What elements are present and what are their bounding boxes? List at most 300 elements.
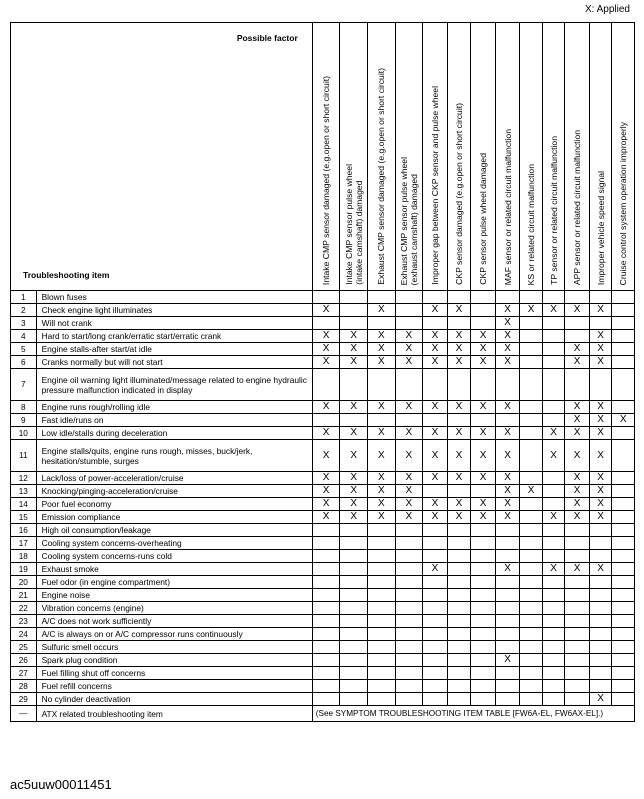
applied-mark-cell — [589, 576, 612, 589]
row-number: 12 — [11, 472, 37, 485]
table-row — [11, 498, 635, 511]
table-row — [11, 693, 635, 706]
applied-mark-cell: X — [423, 472, 448, 485]
row-number: 27 — [11, 667, 37, 680]
applied-mark-cell — [471, 589, 496, 602]
applied-mark-cell — [565, 628, 590, 641]
troubleshooting-item: Cranks normally but will not start — [36, 356, 312, 369]
applied-mark-cell — [367, 628, 395, 641]
applied-mark-cell — [423, 667, 448, 680]
applied-mark-cell — [340, 654, 368, 667]
table-row — [11, 589, 635, 602]
applied-mark-cell — [520, 356, 543, 369]
applied-mark-cell — [340, 628, 368, 641]
factor-header — [520, 23, 543, 291]
factor-label: Exhaust CMP sensor pulse wheel (exhaust camshaft) damaged — [398, 156, 419, 285]
applied-mark-cell — [612, 524, 635, 537]
applied-mark-cell: X — [395, 343, 423, 356]
table-row — [11, 485, 635, 498]
applied-mark-cell — [340, 667, 368, 680]
applied-mark-cell: X — [565, 414, 590, 427]
applied-mark-cell — [612, 654, 635, 667]
table-row — [11, 550, 635, 563]
applied-mark-cell: X — [542, 563, 565, 576]
applied-mark-cell — [612, 330, 635, 343]
applied-mark-cell: X — [395, 472, 423, 485]
applied-mark-cell — [589, 680, 612, 693]
troubleshooting-item: Fuel refill concerns — [36, 680, 312, 693]
applied-mark-cell — [312, 654, 340, 667]
applied-mark-cell — [367, 550, 395, 563]
applied-mark-cell — [367, 615, 395, 628]
applied-mark-cell — [423, 680, 448, 693]
applied-mark-cell: X — [447, 356, 471, 369]
applied-mark-cell — [340, 414, 368, 427]
applied-mark-cell — [395, 667, 423, 680]
applied-mark-cell — [565, 524, 590, 537]
row-number: 29 — [11, 693, 37, 706]
applied-mark-cell — [520, 563, 543, 576]
applied-mark-cell: X — [395, 498, 423, 511]
table-row — [11, 641, 635, 654]
applied-mark-cell — [520, 537, 543, 550]
applied-mark-cell: X — [542, 427, 565, 440]
applied-mark-cell: X — [520, 485, 543, 498]
applied-mark-cell: X — [589, 440, 612, 472]
applied-mark-cell — [423, 602, 448, 615]
applied-mark-cell — [447, 654, 471, 667]
applied-mark-cell: X — [447, 440, 471, 472]
row-number: 17 — [11, 537, 37, 550]
applied-mark-cell — [447, 641, 471, 654]
applied-mark-cell — [542, 641, 565, 654]
applied-mark-cell — [612, 485, 635, 498]
applied-mark-cell — [367, 524, 395, 537]
applied-mark-cell: X — [495, 343, 520, 356]
applied-mark-cell: X — [423, 427, 448, 440]
applied-mark-cell — [542, 537, 565, 550]
applied-mark-cell: X — [495, 317, 520, 330]
row-number: 16 — [11, 524, 37, 537]
applied-mark-cell — [471, 291, 496, 304]
applied-mark-cell — [495, 589, 520, 602]
applied-mark-cell — [395, 369, 423, 401]
applied-mark-cell: X — [367, 511, 395, 524]
troubleshooting-item: Engine stalls/quits, engine runs rough, misses, buck/jerk, hesitation/stumble, surges — [36, 440, 312, 472]
applied-mark-cell — [612, 343, 635, 356]
row-number: 7 — [11, 369, 37, 401]
header-corner — [11, 23, 313, 291]
factor-label: APP sensor or related circuit malfunction — [572, 129, 583, 285]
applied-mark-cell: X — [312, 401, 340, 414]
table-row — [11, 667, 635, 680]
factor-header — [340, 23, 368, 291]
row-number: 8 — [11, 401, 37, 414]
applied-mark-cell: X — [395, 427, 423, 440]
applied-mark-cell — [367, 291, 395, 304]
applied-mark-cell — [612, 511, 635, 524]
applied-mark-cell — [312, 563, 340, 576]
troubleshooting-item: Engine oil warning light illuminated/message related to engine hydraulic pressure malfunction indicated in display — [36, 369, 312, 401]
applied-mark-cell: X — [495, 401, 520, 414]
applied-mark-cell — [612, 602, 635, 615]
applied-mark-cell — [367, 317, 395, 330]
applied-mark-cell — [542, 343, 565, 356]
applied-mark-cell — [447, 537, 471, 550]
applied-mark-cell — [542, 414, 565, 427]
applied-mark-cell — [495, 602, 520, 615]
applied-mark-cell: X — [495, 427, 520, 440]
applied-mark-cell: X — [495, 498, 520, 511]
applied-mark-cell: X — [367, 304, 395, 317]
factor-header — [495, 23, 520, 291]
applied-mark-cell: X — [423, 343, 448, 356]
applied-mark-cell: X — [495, 472, 520, 485]
troubleshooting-item: Engine stalls-after start/at idle — [36, 343, 312, 356]
factor-label: CKP sensor damaged (e.g.open or short circuit) — [453, 103, 464, 285]
table-row — [11, 401, 635, 414]
applied-mark-cell: X — [495, 511, 520, 524]
applied-mark-cell: X — [542, 304, 565, 317]
applied-mark-cell: X — [542, 440, 565, 472]
row-number: 10 — [11, 427, 37, 440]
applied-mark-cell — [395, 628, 423, 641]
applied-mark-cell — [520, 576, 543, 589]
table-row — [11, 524, 635, 537]
applied-mark-cell — [395, 654, 423, 667]
row-number: 19 — [11, 563, 37, 576]
troubleshooting-item: Sulfuric smell occurs — [36, 641, 312, 654]
applied-mark-cell — [542, 524, 565, 537]
factor-header — [423, 23, 448, 291]
applied-mark-cell — [395, 602, 423, 615]
applied-mark-cell: X — [589, 330, 612, 343]
applied-mark-cell — [447, 524, 471, 537]
troubleshooting-item: Emission compliance — [36, 511, 312, 524]
applied-mark-cell — [471, 654, 496, 667]
applied-mark-cell — [340, 317, 368, 330]
applied-mark-cell: X — [589, 356, 612, 369]
applied-mark-cell: X — [312, 427, 340, 440]
applied-mark-cell: X — [367, 498, 395, 511]
row-number: 11 — [11, 440, 37, 472]
applied-mark-cell — [471, 576, 496, 589]
factor-label: Intake CMP sensor pulse wheel (intake camshaft) damaged — [343, 164, 364, 285]
troubleshooting-item: Vibration concerns (engine) — [36, 602, 312, 615]
applied-mark-cell — [471, 414, 496, 427]
applied-mark-cell — [520, 317, 543, 330]
applied-mark-cell — [340, 680, 368, 693]
applied-mark-cell — [565, 693, 590, 706]
applied-mark-cell — [520, 472, 543, 485]
applied-mark-cell: X — [367, 427, 395, 440]
row-number: 21 — [11, 589, 37, 602]
applied-mark-cell: X — [340, 427, 368, 440]
applied-mark-cell — [312, 615, 340, 628]
applied-mark-cell: X — [447, 472, 471, 485]
factor-label: KS or related circuit malfunction — [526, 163, 537, 285]
applied-mark-cell: X — [589, 693, 612, 706]
table-row — [11, 654, 635, 667]
applied-mark-cell: X — [589, 414, 612, 427]
applied-mark-cell: X — [565, 304, 590, 317]
applied-mark-cell — [447, 414, 471, 427]
troubleshooting-item: Fast idle/runs on — [36, 414, 312, 427]
applied-mark-cell — [367, 654, 395, 667]
applied-mark-cell — [395, 576, 423, 589]
applied-mark-cell: X — [447, 343, 471, 356]
applied-mark-cell — [612, 498, 635, 511]
applied-mark-cell — [447, 369, 471, 401]
applied-mark-cell — [520, 369, 543, 401]
troubleshooting-item: Will not crank — [36, 317, 312, 330]
applied-mark-cell — [565, 641, 590, 654]
applied-mark-cell — [447, 615, 471, 628]
applied-mark-cell — [423, 524, 448, 537]
applied-mark-cell — [612, 317, 635, 330]
applied-mark-cell: X — [340, 472, 368, 485]
applied-mark-cell — [520, 524, 543, 537]
applied-mark-cell — [542, 330, 565, 343]
applied-mark-cell — [612, 667, 635, 680]
applied-mark-cell — [520, 615, 543, 628]
applied-mark-cell: X — [312, 472, 340, 485]
applied-mark-cell — [471, 317, 496, 330]
applied-mark-cell: X — [495, 563, 520, 576]
factor-header — [312, 23, 340, 291]
applied-mark-cell: X — [589, 498, 612, 511]
applied-mark-cell — [423, 641, 448, 654]
applied-mark-cell: X — [589, 472, 612, 485]
applied-mark-cell — [520, 401, 543, 414]
factor-label: MAF sensor or related circuit malfunction — [502, 128, 513, 285]
applied-mark-cell — [395, 524, 423, 537]
applied-mark-cell — [367, 602, 395, 615]
applied-mark-cell — [542, 401, 565, 414]
applied-mark-cell — [367, 693, 395, 706]
applied-mark-cell — [423, 693, 448, 706]
applied-mark-cell: X — [395, 356, 423, 369]
applied-mark-cell — [495, 369, 520, 401]
applied-mark-cell — [395, 589, 423, 602]
table-row — [11, 427, 635, 440]
applied-mark-cell: X — [340, 330, 368, 343]
applied-mark-cell — [447, 628, 471, 641]
applied-mark-cell: X — [565, 427, 590, 440]
table-row — [11, 615, 635, 628]
applied-mark-cell — [471, 602, 496, 615]
applied-mark-cell — [542, 369, 565, 401]
applied-mark-cell: X — [447, 304, 471, 317]
applied-mark-cell — [447, 602, 471, 615]
applied-mark-cell — [542, 680, 565, 693]
applied-mark-cell — [312, 693, 340, 706]
applied-mark-cell — [312, 641, 340, 654]
applied-mark-cell — [471, 550, 496, 563]
applied-mark-cell: X — [395, 485, 423, 498]
applied-mark-cell — [542, 628, 565, 641]
applied-mark-cell — [340, 369, 368, 401]
applied-mark-cell: X — [495, 485, 520, 498]
troubleshooting-item: Spark plug condition — [36, 654, 312, 667]
applied-mark-cell — [423, 654, 448, 667]
applied-mark-cell: X — [565, 343, 590, 356]
applied-mark-cell — [520, 511, 543, 524]
atx-reference-note: (See SYMPTOM TROUBLESHOOTING ITEM TABLE [FW6A-EL, FW6AX-EL].) — [312, 706, 634, 722]
troubleshooting-item: High oil consumption/leakage — [36, 524, 312, 537]
applied-mark-cell — [471, 628, 496, 641]
applied-mark-cell: X — [471, 356, 496, 369]
applied-mark-cell: X — [612, 414, 635, 427]
factor-label: Improper vehicle speed signal — [595, 170, 606, 285]
applied-mark-cell: X — [471, 401, 496, 414]
applied-mark-cell: X — [395, 440, 423, 472]
applied-mark-cell — [565, 369, 590, 401]
troubleshooting-item: Knocking/pinging-acceleration/cruise — [36, 485, 312, 498]
figure-id: ac5uuw00011451 — [10, 777, 112, 792]
applied-mark-cell — [589, 654, 612, 667]
troubleshooting-item: Engine noise — [36, 589, 312, 602]
applied-mark-cell — [471, 667, 496, 680]
applied-mark-cell: X — [589, 563, 612, 576]
applied-mark-cell — [612, 356, 635, 369]
applied-mark-cell — [612, 427, 635, 440]
applied-mark-cell: X — [495, 440, 520, 472]
applied-mark-cell — [471, 537, 496, 550]
factor-label: CKP sensor pulse wheel damaged — [478, 153, 489, 285]
applied-mark-cell — [471, 693, 496, 706]
applied-mark-cell — [495, 291, 520, 304]
applied-mark-cell: X — [447, 401, 471, 414]
applied-mark-cell — [312, 414, 340, 427]
applied-mark-cell — [495, 667, 520, 680]
applied-mark-cell — [367, 641, 395, 654]
table-row — [11, 576, 635, 589]
factor-label: Improper gap between CKP sensor and pulse wheel — [429, 86, 440, 285]
applied-mark-cell: X — [447, 427, 471, 440]
applied-mark-cell — [340, 291, 368, 304]
applied-mark-cell — [395, 537, 423, 550]
applied-mark-cell — [312, 680, 340, 693]
row-number: 6 — [11, 356, 37, 369]
applied-mark-cell: X — [423, 440, 448, 472]
applied-mark-cell: X — [367, 440, 395, 472]
applied-mark-cell — [520, 680, 543, 693]
troubleshooting-item: Low idle/stalls during deceleration — [36, 427, 312, 440]
applied-mark-cell: X — [589, 304, 612, 317]
applied-mark-cell — [495, 641, 520, 654]
troubleshooting-item: Fuel filling shut off concerns — [36, 667, 312, 680]
applied-mark-cell — [423, 628, 448, 641]
table-row — [11, 414, 635, 427]
applied-mark-cell — [471, 485, 496, 498]
applied-mark-cell — [565, 291, 590, 304]
applied-mark-cell — [565, 330, 590, 343]
applied-mark-cell — [612, 641, 635, 654]
row-number: 25 — [11, 641, 37, 654]
row-number: — — [11, 706, 37, 722]
applied-mark-cell: X — [312, 440, 340, 472]
applied-mark-cell — [423, 485, 448, 498]
applied-mark-cell: X — [565, 511, 590, 524]
row-number: 14 — [11, 498, 37, 511]
applied-mark-cell — [612, 589, 635, 602]
applied-mark-cell — [520, 654, 543, 667]
applied-mark-cell — [542, 693, 565, 706]
applied-mark-cell — [542, 576, 565, 589]
applied-mark-cell — [589, 369, 612, 401]
applied-mark-cell — [340, 576, 368, 589]
applied-mark-cell — [520, 667, 543, 680]
applied-mark-cell — [612, 472, 635, 485]
table-row — [11, 628, 635, 641]
applied-mark-cell — [495, 628, 520, 641]
applied-mark-cell — [589, 550, 612, 563]
applied-mark-cell: X — [471, 427, 496, 440]
applied-mark-cell — [423, 317, 448, 330]
applied-mark-cell — [471, 680, 496, 693]
applied-mark-cell — [312, 576, 340, 589]
row-number: 23 — [11, 615, 37, 628]
table-row — [11, 563, 635, 576]
applied-mark-cell: X — [495, 356, 520, 369]
applied-mark-cell — [367, 414, 395, 427]
applied-mark-cell — [542, 291, 565, 304]
applied-mark-cell — [312, 667, 340, 680]
applied-mark-cell — [395, 304, 423, 317]
applied-mark-cell — [340, 641, 368, 654]
troubleshooting-item: Poor fuel economy — [36, 498, 312, 511]
applied-mark-cell — [367, 576, 395, 589]
table-row — [11, 369, 635, 401]
applied-mark-cell — [395, 563, 423, 576]
applied-mark-cell — [471, 563, 496, 576]
applied-mark-cell — [312, 524, 340, 537]
applied-mark-cell — [542, 472, 565, 485]
applied-mark-cell — [612, 680, 635, 693]
applied-mark-cell: X — [589, 343, 612, 356]
applied-mark-cell: X — [589, 427, 612, 440]
table-row — [11, 602, 635, 615]
applied-mark-cell — [495, 576, 520, 589]
atx-row — [11, 706, 635, 722]
applied-mark-cell: X — [423, 401, 448, 414]
applied-mark-cell: X — [471, 511, 496, 524]
applied-mark-cell: X — [340, 343, 368, 356]
applied-mark-cell — [395, 693, 423, 706]
applied-mark-cell — [447, 550, 471, 563]
applied-mark-cell: X — [312, 511, 340, 524]
row-number: 26 — [11, 654, 37, 667]
applied-mark-cell — [395, 317, 423, 330]
applied-mark-cell — [542, 317, 565, 330]
applied-mark-cell — [612, 369, 635, 401]
applied-mark-cell — [495, 524, 520, 537]
applied-mark-cell: X — [312, 304, 340, 317]
row-number: 15 — [11, 511, 37, 524]
applied-mark-cell: X — [367, 343, 395, 356]
applied-mark-cell — [312, 602, 340, 615]
table-row — [11, 356, 635, 369]
applied-mark-cell — [612, 628, 635, 641]
applied-mark-cell — [447, 680, 471, 693]
factor-header — [471, 23, 496, 291]
applied-mark-cell — [612, 576, 635, 589]
row-number: 18 — [11, 550, 37, 563]
applied-mark-cell — [471, 641, 496, 654]
applied-mark-cell — [565, 602, 590, 615]
applied-mark-cell — [423, 576, 448, 589]
